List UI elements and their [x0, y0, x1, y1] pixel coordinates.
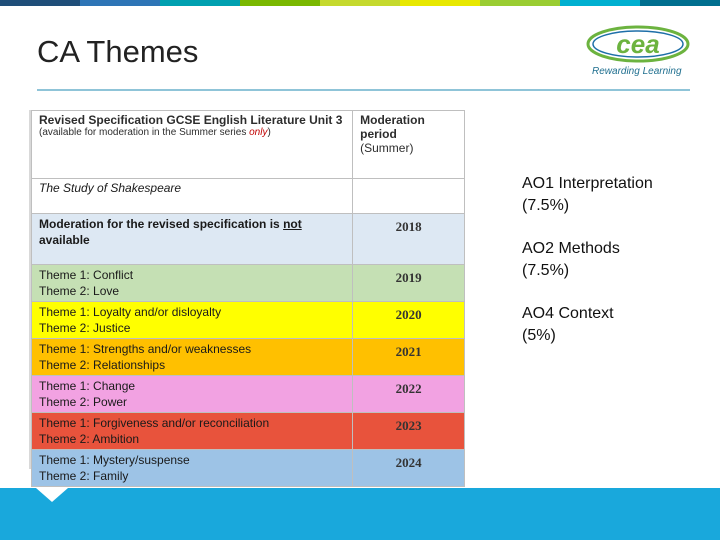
theme-1: Theme 1: Change — [39, 379, 136, 393]
theme-2: Theme 2: Love — [39, 284, 120, 298]
table-row — [32, 450, 465, 487]
theme-1: Theme 1: Forgiveness and/or reconciliation — [39, 416, 270, 430]
logo-tagline: Rewarding Learning — [592, 66, 682, 77]
table-row — [32, 302, 465, 339]
top-bar-segment — [560, 0, 640, 6]
ao-name: AO4 Context — [522, 305, 614, 322]
ao-item — [522, 303, 712, 347]
theme-2: Theme 2: Justice — [39, 321, 131, 335]
top-bar-segment — [240, 0, 320, 6]
theme-2: Theme 2: Power — [39, 395, 128, 409]
table-row — [32, 265, 465, 302]
year-2018: 2018 — [353, 214, 465, 265]
top-color-bar — [0, 0, 720, 6]
moderation-year: 2024 — [353, 450, 465, 487]
logo-wordmark: cea — [616, 29, 660, 59]
moderation-year: 2023 — [353, 413, 465, 450]
ao-name: AO1 Interpretation — [522, 175, 653, 192]
spec-title: Revised Specification GCSE English Literature Unit 3 — [39, 113, 343, 127]
themes-cell — [32, 265, 353, 302]
top-bar-segment — [160, 0, 240, 6]
moderation-period-header: Moderation period (Summer) — [353, 111, 465, 179]
footer-notch — [36, 488, 68, 502]
assessment-objectives-list — [522, 173, 712, 368]
ao-weight: (7.5%) — [522, 197, 570, 214]
moderation-year: 2020 — [353, 302, 465, 339]
theme-1: Theme 1: Conflict — [39, 268, 134, 282]
themes-cell — [32, 339, 353, 376]
top-bar-segment — [80, 0, 160, 6]
table-row — [32, 339, 465, 376]
themes-cell — [32, 450, 353, 487]
theme-2: Theme 2: Family — [39, 469, 129, 483]
theme-1: Theme 1: Mystery/suspense — [39, 453, 190, 467]
study-row — [32, 179, 465, 214]
top-bar-segment — [0, 0, 80, 6]
themes-cell — [32, 302, 353, 339]
footer-band — [0, 488, 720, 540]
table-header-row — [32, 111, 465, 179]
top-bar-segment — [640, 0, 720, 6]
themes-table — [31, 110, 465, 487]
study-label: The Study of Shakespeare — [32, 179, 353, 214]
themes-cell — [32, 376, 353, 413]
theme-2: Theme 2: Relationships — [39, 358, 166, 372]
ao-weight: (7.5%) — [522, 262, 570, 279]
theme-rows — [32, 265, 465, 487]
theme-1: Theme 1: Loyalty and/or disloyalty — [39, 305, 222, 319]
spec-header-cell — [32, 111, 353, 179]
title-divider — [37, 89, 690, 91]
moderation-year: 2022 — [353, 376, 465, 413]
moderation-year: 2019 — [353, 265, 465, 302]
themes-cell — [32, 413, 353, 450]
ao-item — [522, 238, 712, 282]
table-row — [32, 413, 465, 450]
top-bar-segment — [320, 0, 400, 6]
moderation-year: 2021 — [353, 339, 465, 376]
spec-note: (available for moderation in the Summer series only) — [39, 127, 271, 138]
ao-weight: (5%) — [522, 327, 556, 344]
ao-name: AO2 Methods — [522, 240, 620, 257]
theme-1: Theme 1: Strengths and/or weaknesses — [39, 342, 252, 356]
top-bar-segment — [400, 0, 480, 6]
not-available-text: Moderation for the revised specification is not available — [32, 214, 353, 265]
theme-2: Theme 2: Ambition — [39, 432, 140, 446]
table-row — [32, 376, 465, 413]
top-bar-segment — [480, 0, 560, 6]
not-available-row — [32, 214, 465, 265]
ao-item — [522, 173, 712, 217]
slide-title: CA Themes — [37, 34, 199, 69]
